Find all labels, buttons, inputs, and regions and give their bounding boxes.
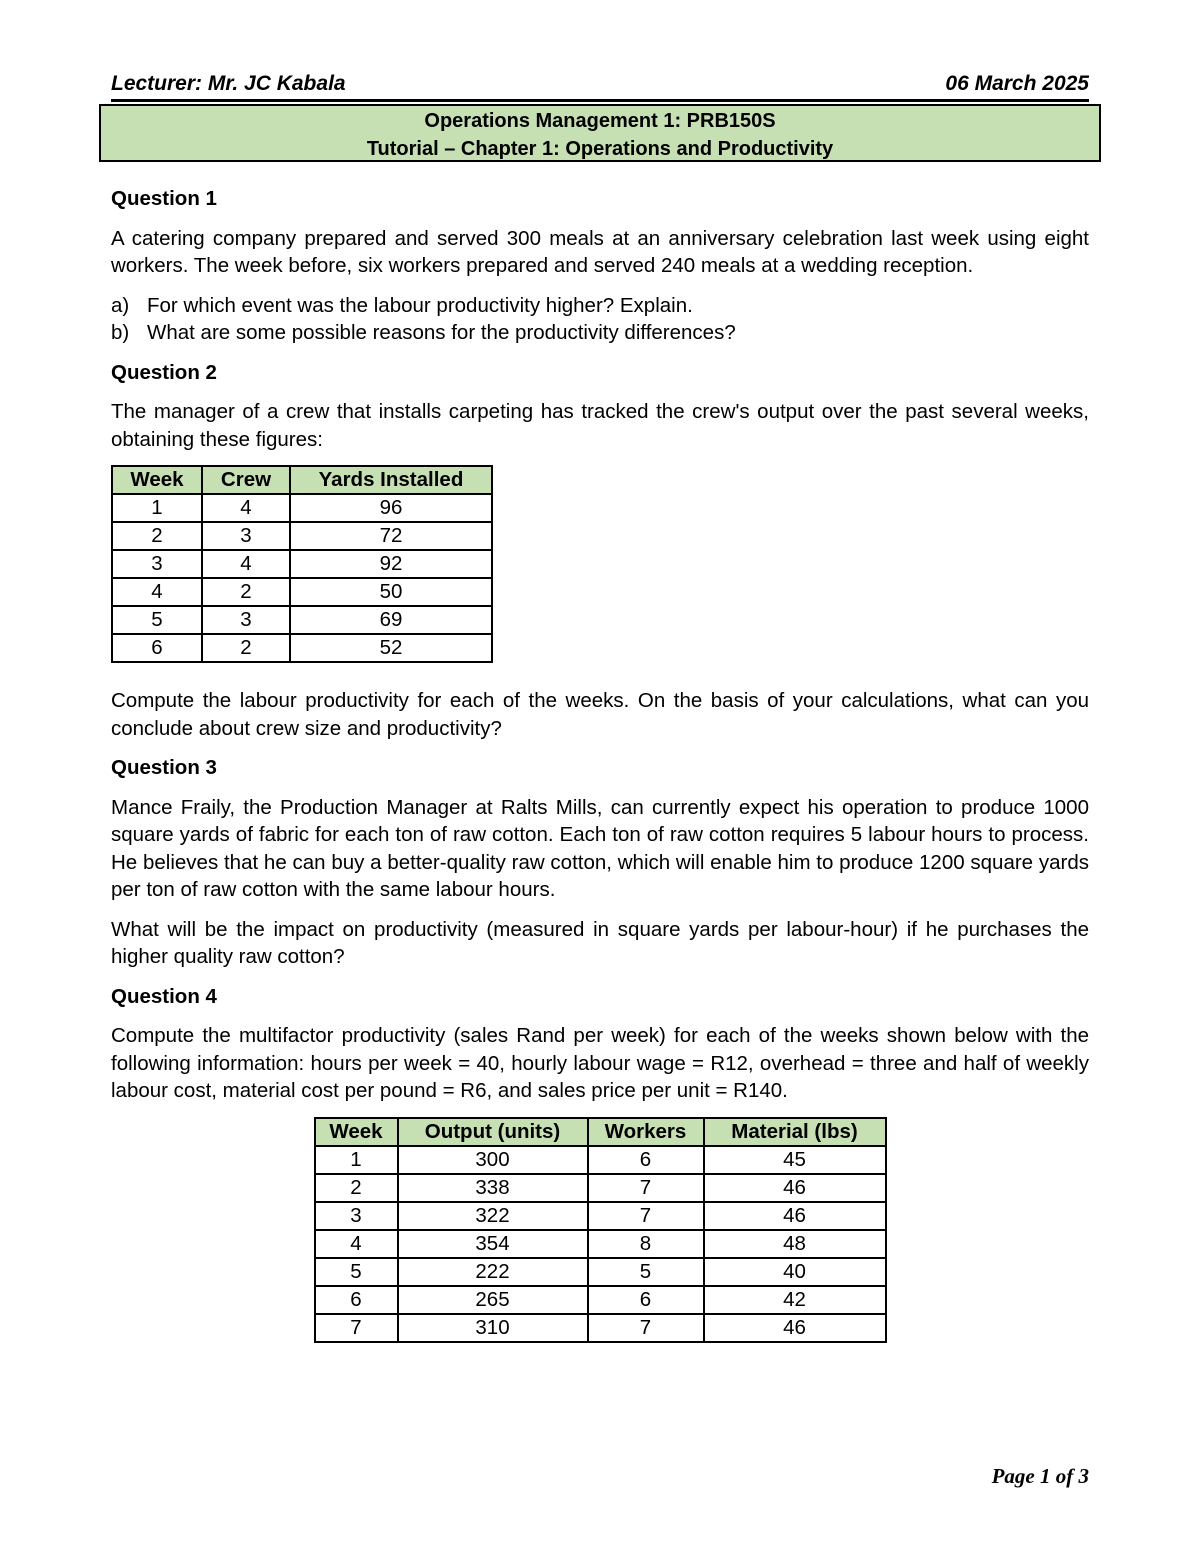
table-cell: 3 bbox=[112, 550, 202, 578]
table-cell: 300 bbox=[398, 1146, 588, 1174]
header-cell: Week bbox=[112, 466, 202, 494]
question-3-heading: Question 3 bbox=[111, 756, 217, 779]
question-1-text: A catering company prepared and served 300 meals at an anniversary celebration last week using eight workers. The week before, six workers prepared and served 240 meals at a wedding reception. bbox=[111, 226, 1089, 277]
table-row bbox=[112, 634, 492, 662]
table-cell: 310 bbox=[398, 1314, 588, 1342]
table-cell: 5 bbox=[315, 1258, 398, 1286]
table-cell: 46 bbox=[704, 1174, 886, 1202]
question-4-heading: Question 4 bbox=[111, 984, 217, 1008]
question-3-question: What will be the impact on productivity (measured in square yards per labour-hour) if he purchases the higher quality raw cotton? bbox=[111, 917, 1089, 968]
question-1-list bbox=[111, 292, 1089, 347]
list-item-text: What are some possible reasons for the productivity differences? bbox=[147, 321, 736, 344]
question-2-heading: Question 2 bbox=[111, 360, 217, 384]
page-number: Page 1 of 3 bbox=[991, 1464, 1089, 1488]
header-cell: Yards Installed bbox=[290, 466, 492, 494]
table-cell: 5 bbox=[112, 606, 202, 634]
table-cell: 4 bbox=[112, 578, 202, 606]
question-3-text: Mance Fraily, the Production Manager at Ralts Mills, can currently expect his operation to produce 1000 square yards of fabric for each ton of raw cotton. Each ton of raw cotton requires 5 labour hours to process. He believes that he can buy a better-quality raw cotton, which will enable him to produce 1200 square yards per ton of raw cotton with the same labour hours. bbox=[111, 795, 1089, 901]
table-cell: 42 bbox=[704, 1286, 886, 1314]
table-row bbox=[112, 522, 492, 550]
list-item-label: a) bbox=[111, 293, 130, 317]
table-row bbox=[315, 1174, 886, 1202]
table-cell: 338 bbox=[398, 1174, 588, 1202]
course-title: Operations Management 1: PRB150S bbox=[424, 110, 776, 132]
table-cell: 6 bbox=[588, 1146, 704, 1174]
list-item bbox=[111, 319, 1089, 347]
table-cell: 96 bbox=[290, 494, 492, 522]
table-cell: 3 bbox=[315, 1202, 398, 1230]
table-row bbox=[315, 1258, 886, 1286]
table-cell: 52 bbox=[290, 634, 492, 662]
table-cell: 69 bbox=[290, 606, 492, 634]
table-row bbox=[112, 550, 492, 578]
table-cell: 7 bbox=[588, 1202, 704, 1230]
table-cell: 2 bbox=[202, 634, 290, 662]
table-cell: 4 bbox=[315, 1230, 398, 1258]
header-cell: Output (units) bbox=[398, 1118, 588, 1146]
header-cell: Workers bbox=[588, 1118, 704, 1146]
table-cell: 46 bbox=[704, 1314, 886, 1342]
table-cell: 3 bbox=[202, 522, 290, 550]
table-cell: 265 bbox=[398, 1286, 588, 1314]
list-item bbox=[111, 292, 1089, 320]
table-cell: 48 bbox=[704, 1230, 886, 1258]
question-4-text: Compute the multifactor productivity (sales Rand per week) for each of the weeks shown below with the following information: hours per week = 40, hourly labour wage = R12, overhead = three and half of weekly labour cost, material cost per pound = R6, and sales price per unit = R140. bbox=[111, 1024, 1089, 1102]
page-header bbox=[111, 72, 1089, 102]
table-cell: 8 bbox=[588, 1230, 704, 1258]
table-row bbox=[112, 578, 492, 606]
table-cell: 46 bbox=[704, 1202, 886, 1230]
table-row bbox=[315, 1230, 886, 1258]
question-1-heading: Question 1 bbox=[111, 187, 217, 210]
table-row bbox=[315, 1314, 886, 1342]
table-cell: 6 bbox=[112, 634, 202, 662]
table-cell: 322 bbox=[398, 1202, 588, 1230]
table-cell: 72 bbox=[290, 522, 492, 550]
multifactor-table bbox=[314, 1117, 887, 1343]
table-cell: 222 bbox=[398, 1258, 588, 1286]
table-header-row bbox=[112, 466, 492, 494]
table-row bbox=[315, 1286, 886, 1314]
list-item-text: For which event was the labour productivity higher? Explain. bbox=[147, 293, 693, 317]
table-header-row bbox=[315, 1118, 886, 1146]
carpeting-table bbox=[111, 465, 493, 663]
table-cell: 45 bbox=[704, 1146, 886, 1174]
document-body bbox=[111, 185, 1089, 1343]
table-cell: 50 bbox=[290, 578, 492, 606]
table-cell: 6 bbox=[588, 1286, 704, 1314]
table-cell: 4 bbox=[202, 494, 290, 522]
table-cell: 1 bbox=[112, 494, 202, 522]
table-row bbox=[112, 606, 492, 634]
table-row bbox=[315, 1202, 886, 1230]
question-2-text: The manager of a crew that installs carpeting has tracked the crew's output over the past several weeks, obtaining these figures: bbox=[111, 400, 1089, 451]
table-cell: 2 bbox=[315, 1174, 398, 1202]
table-cell: 6 bbox=[315, 1286, 398, 1314]
tutorial-title: Tutorial – Chapter 1: Operations and Productivity bbox=[366, 138, 834, 160]
title-box bbox=[99, 104, 1101, 162]
header-cell: Crew bbox=[202, 466, 290, 494]
table-cell: 354 bbox=[398, 1230, 588, 1258]
table-cell: 4 bbox=[202, 550, 290, 578]
table-cell: 7 bbox=[588, 1314, 704, 1342]
table-cell: 1 bbox=[315, 1146, 398, 1174]
header-cell: Week bbox=[315, 1118, 398, 1146]
table-cell: 2 bbox=[112, 522, 202, 550]
list-item-label: b) bbox=[111, 321, 130, 344]
header-cell: Material (lbs) bbox=[704, 1118, 886, 1146]
table-row bbox=[112, 494, 492, 522]
table-cell: 7 bbox=[315, 1314, 398, 1342]
table-cell: 40 bbox=[704, 1258, 886, 1286]
question-2-after-text: Compute the labour productivity for each of the weeks. On the basis of your calculations, what can you conclude about crew size and productivity? bbox=[111, 689, 1089, 740]
table-cell: 92 bbox=[290, 550, 492, 578]
table-row bbox=[315, 1146, 886, 1174]
table-cell: 7 bbox=[588, 1174, 704, 1202]
table-cell: 5 bbox=[588, 1258, 704, 1286]
header-date: 06 March 2025 bbox=[945, 72, 1089, 95]
table-cell: 2 bbox=[202, 578, 290, 606]
lecturer-name: Lecturer: Mr. JC Kabala bbox=[111, 72, 346, 95]
table-cell: 3 bbox=[202, 606, 290, 634]
